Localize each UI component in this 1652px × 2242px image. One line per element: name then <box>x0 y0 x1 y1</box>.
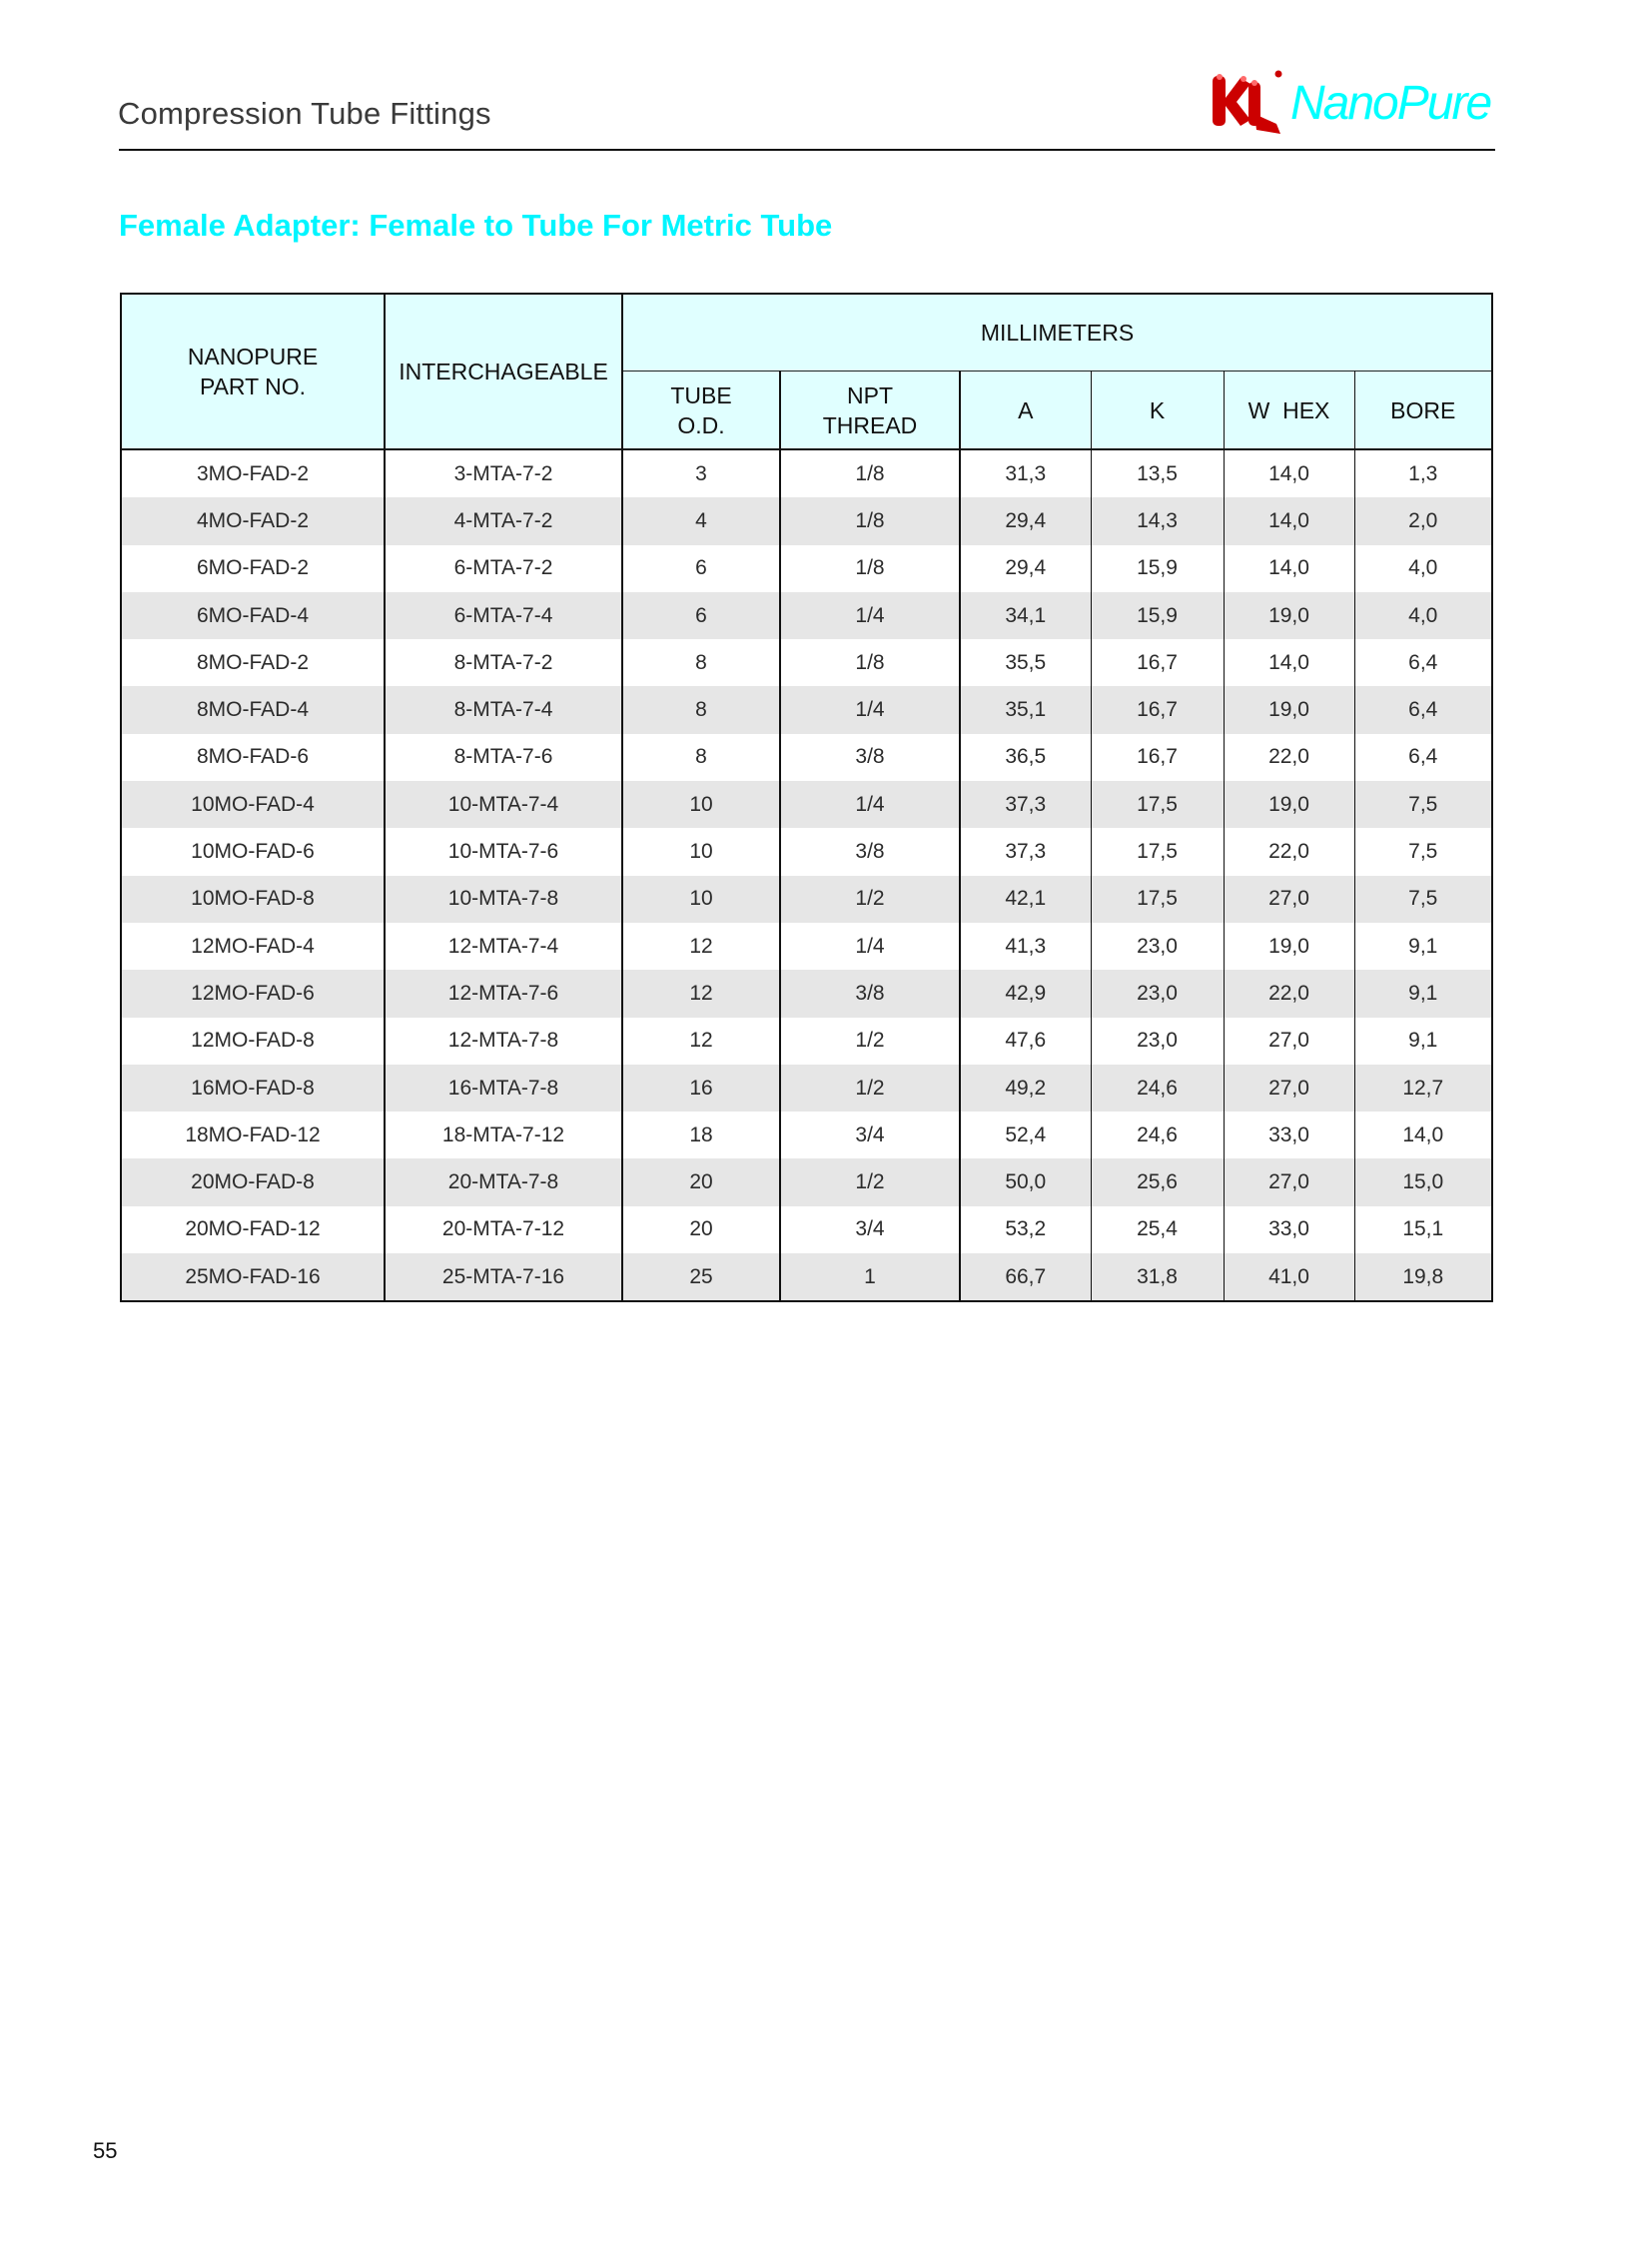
column-header-interchangeable: INTERCHAGEABLE <box>385 294 622 449</box>
cell-k: 23,0 <box>1091 923 1224 970</box>
cell-part-no: 25MO-FAD-16 <box>121 1253 385 1301</box>
cell-w-hex: 22,0 <box>1224 828 1354 875</box>
cell-npt-thread: 1/4 <box>780 781 960 828</box>
cell-npt-thread: 1/8 <box>780 449 960 497</box>
cell-part-no: 8MO-FAD-2 <box>121 639 385 686</box>
cell-a: 53,2 <box>960 1206 1091 1253</box>
column-header-bore: BORE <box>1354 372 1492 450</box>
cell-npt-thread: 1/2 <box>780 1018 960 1065</box>
cell-npt-thread: 1/4 <box>780 592 960 639</box>
cell-interchangeable: 6-MTA-7-4 <box>385 592 622 639</box>
cell-bore: 7,5 <box>1354 876 1492 923</box>
cell-k: 31,8 <box>1091 1253 1224 1301</box>
cell-a: 37,3 <box>960 828 1091 875</box>
cell-interchangeable: 10-MTA-7-8 <box>385 876 622 923</box>
page-number: 55 <box>93 2138 118 2163</box>
cell-tube-od: 3 <box>622 449 780 497</box>
cell-part-no: 10MO-FAD-8 <box>121 876 385 923</box>
cell-npt-thread: 1/2 <box>780 1158 960 1205</box>
cell-a: 49,2 <box>960 1065 1091 1112</box>
cell-part-no: 12MO-FAD-6 <box>121 970 385 1017</box>
cell-part-no: 6MO-FAD-4 <box>121 592 385 639</box>
cell-w-hex: 14,0 <box>1224 449 1354 497</box>
cell-part-no: 12MO-FAD-8 <box>121 1018 385 1065</box>
table-row <box>121 639 1492 686</box>
cell-bore: 19,8 <box>1354 1253 1492 1301</box>
cell-k: 17,5 <box>1091 781 1224 828</box>
cell-bore: 6,4 <box>1354 734 1492 781</box>
cell-bore: 6,4 <box>1354 686 1492 733</box>
dimensions-table <box>120 293 1493 1302</box>
column-header-tube-od: TUBE O.D. <box>622 372 780 450</box>
cell-npt-thread: 1/4 <box>780 686 960 733</box>
cell-a: 50,0 <box>960 1158 1091 1205</box>
cell-bore: 15,1 <box>1354 1206 1492 1253</box>
cell-k: 24,6 <box>1091 1112 1224 1158</box>
table-row <box>121 734 1492 781</box>
cell-tube-od: 6 <box>622 592 780 639</box>
cell-bore: 14,0 <box>1354 1112 1492 1158</box>
cell-interchangeable: 20-MTA-7-8 <box>385 1158 622 1205</box>
table-row <box>121 1018 1492 1065</box>
cell-tube-od: 10 <box>622 876 780 923</box>
cell-a: 66,7 <box>960 1253 1091 1301</box>
table-body <box>121 449 1492 1301</box>
cell-w-hex: 22,0 <box>1224 734 1354 781</box>
cell-interchangeable: 6-MTA-7-2 <box>385 545 622 592</box>
column-header-w-hex: W HEX <box>1224 372 1354 450</box>
table-row <box>121 923 1492 970</box>
cell-k: 23,0 <box>1091 970 1224 1017</box>
cell-a: 52,4 <box>960 1112 1091 1158</box>
table-row <box>121 592 1492 639</box>
cell-part-no: 16MO-FAD-8 <box>121 1065 385 1112</box>
cell-bore: 9,1 <box>1354 1018 1492 1065</box>
cell-bore: 7,5 <box>1354 781 1492 828</box>
cell-npt-thread: 1/2 <box>780 876 960 923</box>
cell-interchangeable: 20-MTA-7-12 <box>385 1206 622 1253</box>
header-divider <box>119 149 1495 151</box>
cell-npt-thread: 1/8 <box>780 497 960 544</box>
cell-bore: 1,3 <box>1354 449 1492 497</box>
cell-interchangeable: 12-MTA-7-8 <box>385 1018 622 1065</box>
cell-a: 29,4 <box>960 545 1091 592</box>
cell-k: 16,7 <box>1091 639 1224 686</box>
cell-w-hex: 19,0 <box>1224 781 1354 828</box>
cell-part-no: 3MO-FAD-2 <box>121 449 385 497</box>
column-group-millimeters: MILLIMETERS <box>622 294 1492 372</box>
cell-npt-thread: 3/8 <box>780 734 960 781</box>
cell-k: 16,7 <box>1091 734 1224 781</box>
cell-w-hex: 27,0 <box>1224 1158 1354 1205</box>
table-row <box>121 1112 1492 1158</box>
cell-tube-od: 10 <box>622 781 780 828</box>
cell-w-hex: 33,0 <box>1224 1206 1354 1253</box>
cell-a: 29,4 <box>960 497 1091 544</box>
cell-tube-od: 6 <box>622 545 780 592</box>
cell-npt-thread: 3/8 <box>780 828 960 875</box>
cell-npt-thread: 3/8 <box>780 970 960 1017</box>
cell-a: 35,5 <box>960 639 1091 686</box>
table-row <box>121 1158 1492 1205</box>
cell-k: 17,5 <box>1091 828 1224 875</box>
cell-bore: 15,0 <box>1354 1158 1492 1205</box>
cell-interchangeable: 10-MTA-7-4 <box>385 781 622 828</box>
cell-npt-thread: 1/8 <box>780 545 960 592</box>
cell-w-hex: 19,0 <box>1224 686 1354 733</box>
cell-k: 23,0 <box>1091 1018 1224 1065</box>
table-row <box>121 686 1492 733</box>
cell-w-hex: 27,0 <box>1224 1018 1354 1065</box>
cell-tube-od: 8 <box>622 686 780 733</box>
cell-a: 41,3 <box>960 923 1091 970</box>
table-row <box>121 449 1492 497</box>
cell-part-no: 10MO-FAD-4 <box>121 781 385 828</box>
cell-w-hex: 33,0 <box>1224 1112 1354 1158</box>
cell-interchangeable: 8-MTA-7-2 <box>385 639 622 686</box>
cell-tube-od: 20 <box>622 1158 780 1205</box>
brand-logo <box>1211 68 1510 140</box>
cell-a: 35,1 <box>960 686 1091 733</box>
cell-tube-od: 10 <box>622 828 780 875</box>
cell-tube-od: 12 <box>622 1018 780 1065</box>
cell-tube-od: 12 <box>622 923 780 970</box>
cell-part-no: 4MO-FAD-2 <box>121 497 385 544</box>
cell-interchangeable: 8-MTA-7-6 <box>385 734 622 781</box>
table-row <box>121 876 1492 923</box>
table-row <box>121 1206 1492 1253</box>
table-row <box>121 828 1492 875</box>
document-header-title: Compression Tube Fittings <box>118 96 491 131</box>
cell-interchangeable: 12-MTA-7-6 <box>385 970 622 1017</box>
cell-k: 15,9 <box>1091 592 1224 639</box>
cell-part-no: 6MO-FAD-2 <box>121 545 385 592</box>
cell-w-hex: 14,0 <box>1224 639 1354 686</box>
kl-logo-icon <box>1211 68 1286 136</box>
cell-npt-thread: 3/4 <box>780 1112 960 1158</box>
cell-bore: 4,0 <box>1354 592 1492 639</box>
cell-bore: 9,1 <box>1354 923 1492 970</box>
cell-part-no: 8MO-FAD-4 <box>121 686 385 733</box>
section-title: Female Adapter: Female to Tube For Metric Tube <box>119 208 833 243</box>
cell-k: 15,9 <box>1091 545 1224 592</box>
cell-w-hex: 27,0 <box>1224 876 1354 923</box>
cell-interchangeable: 12-MTA-7-4 <box>385 923 622 970</box>
cell-a: 47,6 <box>960 1018 1091 1065</box>
cell-part-no: 18MO-FAD-12 <box>121 1112 385 1158</box>
cell-bore: 4,0 <box>1354 545 1492 592</box>
cell-k: 14,3 <box>1091 497 1224 544</box>
cell-a: 31,3 <box>960 449 1091 497</box>
cell-w-hex: 41,0 <box>1224 1253 1354 1301</box>
cell-interchangeable: 25-MTA-7-16 <box>385 1253 622 1301</box>
cell-w-hex: 19,0 <box>1224 592 1354 639</box>
table-row <box>121 970 1492 1017</box>
cell-a: 34,1 <box>960 592 1091 639</box>
cell-tube-od: 18 <box>622 1112 780 1158</box>
cell-part-no: 20MO-FAD-8 <box>121 1158 385 1205</box>
cell-interchangeable: 8-MTA-7-4 <box>385 686 622 733</box>
cell-tube-od: 20 <box>622 1206 780 1253</box>
cell-k: 17,5 <box>1091 876 1224 923</box>
cell-tube-od: 8 <box>622 734 780 781</box>
cell-part-no: 10MO-FAD-6 <box>121 828 385 875</box>
cell-tube-od: 25 <box>622 1253 780 1301</box>
cell-npt-thread: 1 <box>780 1253 960 1301</box>
cell-k: 25,4 <box>1091 1206 1224 1253</box>
cell-tube-od: 12 <box>622 970 780 1017</box>
cell-w-hex: 19,0 <box>1224 923 1354 970</box>
table-row <box>121 497 1492 544</box>
cell-w-hex: 27,0 <box>1224 1065 1354 1112</box>
cell-npt-thread: 1/4 <box>780 923 960 970</box>
cell-k: 16,7 <box>1091 686 1224 733</box>
cell-k: 13,5 <box>1091 449 1224 497</box>
cell-a: 36,5 <box>960 734 1091 781</box>
table-row <box>121 545 1492 592</box>
brand-name: NanoPure <box>1290 77 1491 130</box>
cell-k: 25,6 <box>1091 1158 1224 1205</box>
cell-w-hex: 14,0 <box>1224 497 1354 544</box>
column-header-a: A <box>960 372 1091 450</box>
cell-part-no: 8MO-FAD-6 <box>121 734 385 781</box>
cell-bore: 9,1 <box>1354 970 1492 1017</box>
cell-a: 42,9 <box>960 970 1091 1017</box>
table-row <box>121 781 1492 828</box>
cell-k: 24,6 <box>1091 1065 1224 1112</box>
table-row <box>121 1253 1492 1301</box>
cell-bore: 12,7 <box>1354 1065 1492 1112</box>
table-row <box>121 1065 1492 1112</box>
cell-a: 37,3 <box>960 781 1091 828</box>
cell-tube-od: 8 <box>622 639 780 686</box>
cell-w-hex: 14,0 <box>1224 545 1354 592</box>
cell-part-no: 12MO-FAD-4 <box>121 923 385 970</box>
cell-tube-od: 16 <box>622 1065 780 1112</box>
cell-interchangeable: 10-MTA-7-6 <box>385 828 622 875</box>
cell-interchangeable: 4-MTA-7-2 <box>385 497 622 544</box>
column-header-k: K <box>1091 372 1224 450</box>
cell-bore: 2,0 <box>1354 497 1492 544</box>
column-header-part-no: NANOPURE PART NO. <box>121 294 385 449</box>
cell-bore: 6,4 <box>1354 639 1492 686</box>
cell-w-hex: 22,0 <box>1224 970 1354 1017</box>
cell-tube-od: 4 <box>622 497 780 544</box>
cell-interchangeable: 3-MTA-7-2 <box>385 449 622 497</box>
cell-part-no: 20MO-FAD-12 <box>121 1206 385 1253</box>
cell-a: 42,1 <box>960 876 1091 923</box>
cell-interchangeable: 18-MTA-7-12 <box>385 1112 622 1158</box>
cell-bore: 7,5 <box>1354 828 1492 875</box>
cell-npt-thread: 1/2 <box>780 1065 960 1112</box>
column-header-npt-thread: NPT THREAD <box>780 372 960 450</box>
cell-npt-thread: 3/4 <box>780 1206 960 1253</box>
cell-npt-thread: 1/8 <box>780 639 960 686</box>
cell-interchangeable: 16-MTA-7-8 <box>385 1065 622 1112</box>
